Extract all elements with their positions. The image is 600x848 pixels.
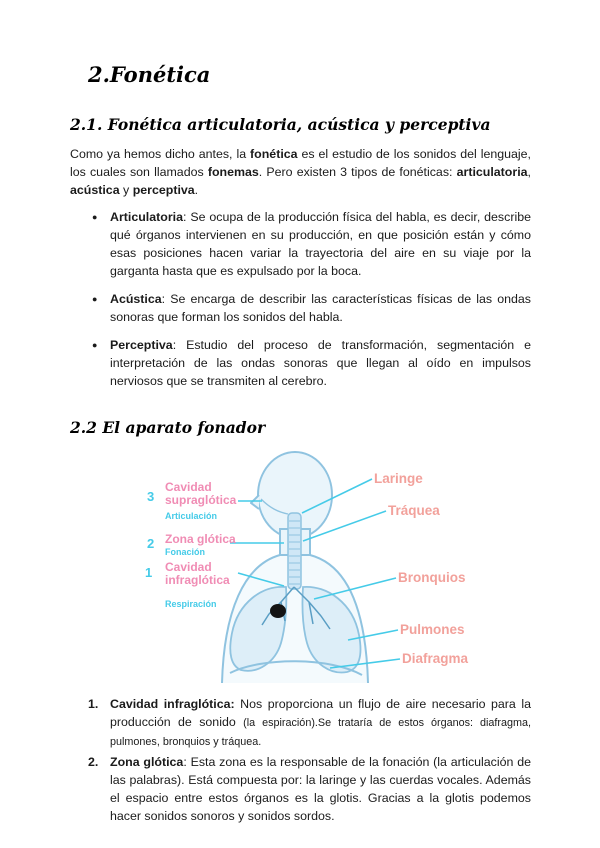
zone-sublabel-articulacion: Articulación — [165, 511, 218, 521]
zone-label-cavidad-infraglotica: Cavidad infraglótica — [165, 560, 230, 587]
document-content — [0, 62, 600, 825]
bullet-icon: ● — [92, 294, 98, 304]
section-heading-2-2: 2.2 El aparato fonador — [70, 418, 266, 437]
list-item — [92, 290, 531, 326]
zone-number-3: 3 — [147, 489, 155, 504]
list-number: 2. — [88, 755, 99, 769]
vocal-apparatus-diagram — [0, 451, 600, 685]
organ-label-diafragma: Diafragma — [402, 651, 469, 666]
list-number: 1. — [88, 697, 99, 711]
bullet-icon: ● — [92, 212, 98, 222]
zone-number-1: 1 — [145, 565, 153, 580]
bullet-text-perceptiva: Perceptiva: Estudio del proceso de transformación, segmentación e interpretación de las ondas sonoras que llegan al oído en impulsos nerviosos que se transmiten al cerebro. — [110, 338, 531, 388]
bullet-text-articulatoria: Articulatoria: Se ocupa de la producción física del habla, es decir, describe qué órganos intervienen en su producción, en que posición están y cómo esas posiciones hacen variar la trayectoria del aire en su viaje por la garganta hasta que es expulsado por la boca. — [110, 210, 531, 278]
list-item — [88, 695, 531, 751]
numbered-list — [70, 695, 531, 825]
anatomy-illustration — [0, 451, 600, 685]
organ-label-traquea: Tráquea — [388, 503, 440, 518]
zone-sublabel-respiracion: Respiración — [165, 599, 217, 609]
zone-label-cavidad-supraglotica: Cavidad supraglótica — [165, 480, 237, 507]
intro-paragraph: Como ya hemos dicho antes, la fonética es el estudio de los sonidos del lenguaje, los cuales son llamados fonemas. Pero existen 3 tipos de fonéticas: articulatoria, acústica y perceptiva. — [70, 147, 531, 197]
organ-label-bronquios: Bronquios — [398, 570, 466, 585]
numbered-text-cavidad-infraglotica: Cavidad infraglótica: Nos proporciona un flujo de aire necesario para la producción de sonido (la espiración).Se trataría de estos órganos: diafragma, pulmones, bronquios y tráquea. — [110, 697, 531, 748]
bullet-text-acustica: Acústica: Se encarga de describir las características físicas de las ondas sonoras que forman los sonidos del habla. — [110, 292, 531, 324]
zone-number-2: 2 — [147, 536, 155, 551]
list-item — [88, 753, 531, 825]
zone-sublabel-fonacion: Fonación — [165, 547, 205, 557]
bullet-icon: ● — [92, 340, 98, 350]
document-title: 2.Fonética — [88, 62, 211, 87]
section-heading-2-1: 2.1. Fonética articulatoria, acústica y perceptiva — [70, 115, 491, 134]
organ-label-pulmones: Pulmones — [400, 622, 465, 637]
zone-label-zona-glotica: Zona glótica — [165, 532, 236, 546]
bullet-list — [70, 208, 531, 390]
list-item — [92, 208, 531, 280]
organ-label-laringe: Laringe — [374, 471, 423, 486]
list-item — [92, 336, 531, 390]
numbered-text-zona-glotica: Zona glótica: Esta zona es la responsable de la fonación (la articulación de las palabras). Está compuesta por: la laringe y las cuerdas vocales. Además el espacio entre estos órganos es la glotis. Gracias a la glotis podemos hacer sonidos sonoros y sonidos sordos. — [110, 755, 531, 823]
